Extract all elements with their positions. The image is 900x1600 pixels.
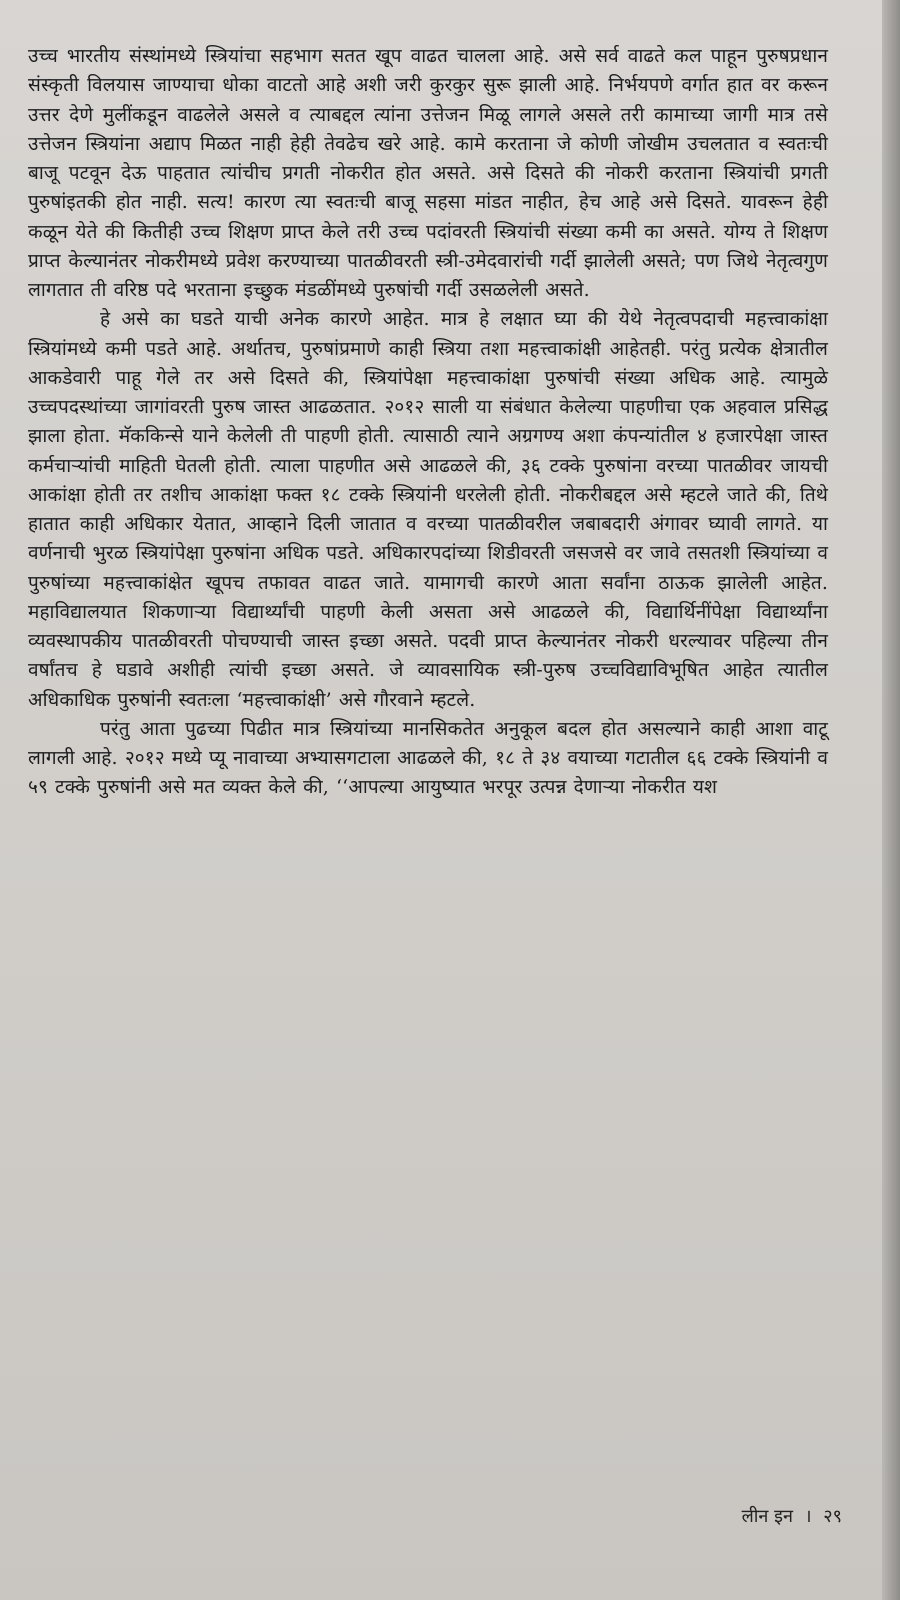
book-title: लीन इन (741, 1506, 793, 1527)
page-number: २९ (823, 1506, 842, 1527)
paragraph-3: परंतु आता पुढच्या पिढीत मात्र स्त्रियांच्या मानसिकतेत अनुकूल बदल होत असल्याने काही आशा वाटू लागली आहे. २०१२ मध्ये प्यू नावाच्या अभ्यासगटाला आढळले की, १८ ते ३४ वयाच्या गटातील ६६ टक्के स्त्रियांनी व ५९ टक्के पुरुषांनी असे मत व्यक्त केले की, ‘‘आपल्या आयुष्यात भरपूर उत्पन्न देणाऱ्या नोकरीत यश (28, 717, 828, 799)
page-edge-shadow (882, 0, 900, 1600)
paragraph-1: उच्च भारतीय संस्थांमध्ये स्त्रियांचा सहभाग सतत खूप वाढत चालला आहे. असे सर्व वाढते कल पाहून पुरुषप्रधान संस्कृती विलयास जाण्याचा धोका वाटतो आहे अशी जरी कुरकुर सुरू झाली आहे. निर्भयपणे वर्गात हात वर करून उत्तर देणे मुलींकडून वाढलेले असले व त्याबद्दल त्यांना उत्तेजन मिळू लागले असले तरी कामाच्या जागी मात्र तसे उत्तेजन स्त्रियांना अद्याप मिळत नाही हेही तेवढेच खरे आहे. कामे करताना जे कोणी जोखीम उचलतात व स्वतःची बाजू पटवून देऊ पाहतात त्यांचीच प्रगती नोकरीत होत असते. असे दिसते की नोकरी करताना स्त्रियांची प्रगती पुरुषांइतकी होत नाही. सत्य! कारण त्या स्वतःची बाजू सहसा मांडत नाहीत, हेच आहे असे दिसते. यावरून हेही कळून येते की कितीही उच्च शिक्षण प्राप्त केले तरी उच्च पदांवरती स्त्रियांची संख्या कमी का असते. योग्य ते शिक्षण प्राप्त केल्यानंतर नोकरीमध्ये प्रवेश करण्याच्या पातळीवरती स्त्री-उमेदवारांची गर्दी झालेली असते; पण जिथे नेतृत्वगुण लागतात ती वरिष्ठ पदे भरताना इच्छुक मंडळींमध्ये पुरुषांची गर्दी उसळलेली असते. (28, 45, 828, 301)
running-footer (742, 1504, 842, 1528)
body-text (28, 42, 828, 803)
footer-separator: । (804, 1506, 812, 1527)
paragraph-2: हे असे का घडते याची अनेक कारणे आहेत. मात्र हे लक्षात घ्या की येथे नेतृत्वपदाची महत्त्वाकांक्षा स्त्रियांमध्ये कमी पडते आहे. अर्थातच, पुरुषांप्रमाणे काही स्त्रिया तशा महत्त्वाकांक्षी आहेतही. परंतु प्रत्येक क्षेत्रातील आकडेवारी पाहू गेले तर असे दिसते की, स्त्रियांपेक्षा महत्त्वाकांक्षा पुरुषांची संख्या अधिक आहे. त्यामुळे उच्चपदस्थांच्या जागांवरती पुरुष जास्त आढळतात. २०१२ साली या संबंधात केलेल्या पाहणीचा एक अहवाल प्रसिद्ध झाला होता. मॅककिन्से याने केलेली ती पाहणी होती. त्यासाठी त्याने अग्रगण्य अशा कंपन्यांतील ४ हजारपेक्षा जास्त कर्मचाऱ्यांची माहिती घेतली होती. त्याला पाहणीत असे आढळले की, ३६ टक्के पुरुषांना वरच्या पातळीवर जायची आकांक्षा होती तर तशीच आकांक्षा फक्त १८ टक्के स्त्रियांनी धरलेली होती. नोकरीबद्दल असे म्हटले जाते की, तिथे हातात काही अधिकार येतात, आव्हाने दिली जातात व वरच्या पातळीवरील जबाबदारी अंगावर घ्यावी लागते. या वर्णनाची भुरळ स्त्रियांपेक्षा पुरुषांना अधिक पडते. अधिकारपदांच्या शिडीवरती जसजसे वर जावे तसतशी स्त्रियांच्या व पुरुषांच्या महत्त्वाकांक्षेत खूपच तफावत वाढत जाते. यामागची कारणे आता सर्वांना ठाऊक झालेली आहेत. महाविद्यालयात शिकणाऱ्या विद्यार्थ्यांची पाहणी केली असता असे आढळले की, विद्यार्थिनींपेक्षा विद्यार्थ्यांना व्यवस्थापकीय पातळीवरती पोचण्याची जास्त इच्छा असते. पदवी प्राप्त केल्यानंतर नोकरी धरल्यावर पहिल्या तीन वर्षांतच हे घडावे अशीही त्यांची इच्छा असते. जे व्यावसायिक स्त्री-पुरुष उच्चविद्याविभूषित आहेत त्यातील अधिकाधिक पुरुषांनी स्वतःला ‘महत्त्वाकांक्षी’ असे गौरवाने म्हटले. (28, 308, 828, 711)
